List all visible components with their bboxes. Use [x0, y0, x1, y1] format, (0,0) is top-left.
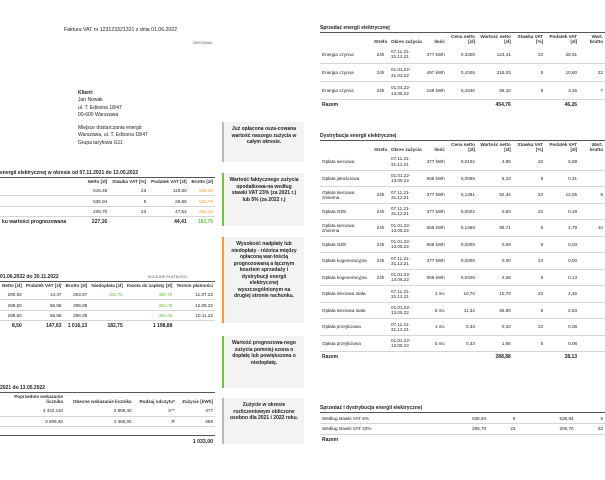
cell: 23 [513, 187, 545, 204]
cell: 24h [372, 46, 389, 64]
cell [425, 352, 447, 363]
cell: 0,19 [545, 203, 579, 220]
cell: 0,59 [477, 236, 513, 253]
sum-label: ku wartości prognozowana [0, 217, 85, 228]
cell: 1 mc [425, 286, 447, 303]
cell: 377 kWh [425, 154, 447, 171]
cell: 124,41 [477, 46, 513, 64]
left-table2-title: 01.06.2022 do 30.11.2022 [0, 274, 59, 280]
cell: 356,08 [63, 310, 89, 321]
table-row [320, 170, 605, 187]
cell: 24h [372, 269, 389, 286]
cell: 24h [372, 82, 389, 100]
cell: 3,46 [545, 82, 579, 100]
delivery-address: Warszawa, ul. T. Edisona 18/47 [78, 132, 148, 139]
lt2-h4: Kwota do zapłaty [zł] [126, 283, 173, 288]
invoice-title: Faktura VAT nr 123123321321 z dnia 01.06.2022 [64, 27, 178, 33]
lt3-h0: Poprzednie wskazanie licznika [14, 394, 63, 405]
cell: 288,88 [477, 352, 513, 363]
lt2-h2: Brutto [zł] [65, 283, 88, 288]
lt1-h3: Brutto [zł] [191, 179, 213, 184]
note-forecast: Wartość prognozowa-nego zużycia pomniej-szona o dopłatę lub powiększona o niedopłatę. [222, 336, 304, 388]
cell: 486,72 [125, 289, 175, 300]
cell: 536,94 [430, 413, 488, 424]
note-actual-usage: Wartość faktycznego zużycia opodatkowa-na według stawki VAT 23% (za 2021 r.) lub 5% (za 2022 r.) [222, 173, 304, 226]
cell: 12,06 [545, 187, 579, 204]
left-table1-title: energii elektrycznej w okresie od 07.11.2021 do 13.05.2022 [0, 170, 215, 178]
cell: 0,1391 [447, 187, 477, 204]
client-street: ul. T. Edisona 18/47 [78, 104, 122, 111]
cell: 26,85 [148, 196, 189, 207]
rs-h5: Stawka VAT [%] [517, 34, 544, 45]
cell: 8,50 [0, 321, 24, 332]
cell [372, 286, 389, 303]
cell: 07.11.21-31.12.21 [389, 286, 425, 303]
cell: 23 [576, 424, 605, 435]
table-sum-row [320, 100, 605, 111]
table-row [320, 413, 605, 424]
lt2-h1: Podatek VAT [zł] [25, 283, 62, 288]
cell: 377 kWh [425, 187, 447, 204]
delivery-heading: Miejsce dostarczania energii: [78, 125, 143, 131]
cell: 1 016,13 [63, 321, 89, 332]
cell: 0,83 [477, 203, 513, 220]
cell [579, 319, 605, 336]
table-row [320, 269, 605, 286]
cell: 01.01.22-13.05.22 [389, 335, 425, 352]
cell: 66,58 [24, 300, 64, 311]
original-label: ORYGINAŁ [193, 41, 213, 45]
cell: 5 [488, 413, 517, 424]
cell: 5 [513, 236, 545, 253]
table-row [320, 302, 605, 319]
cell: 24h [372, 220, 389, 237]
right-dist-title: Dystrybucja energii elektrycznej [320, 133, 605, 141]
cell: 5 [513, 302, 545, 319]
cell: 159 kWh [425, 82, 447, 100]
lt3-h2: Rodzaj odczytu* [139, 399, 175, 405]
cell: 95,71 [477, 220, 513, 237]
cell: 0,31 [545, 170, 579, 187]
cell [372, 319, 389, 336]
cell: 0,33 [447, 319, 477, 336]
table-sum-row [320, 434, 605, 445]
cell: Według stawki VAT 23% [320, 424, 430, 435]
cell: 5 [109, 196, 148, 207]
cell: 01.01.22-13.05.22 [389, 302, 425, 319]
cell: 2,83 [545, 302, 579, 319]
table-row [320, 286, 605, 303]
rs-h6: Podatek VAT [zł] [549, 34, 578, 45]
table-row [0, 196, 215, 207]
right-total [320, 405, 605, 445]
cell [579, 269, 605, 286]
client-name: Jan Nowak [78, 97, 103, 104]
cell: Według stawki VAT 5% [320, 413, 430, 424]
cell: 536,94 [517, 413, 575, 424]
note-prepaid: Już opłacona osza-cowana wartość naszego zużycia w całym okresie. [222, 122, 304, 162]
cell [579, 236, 605, 253]
cell [109, 217, 148, 228]
cell: 22 [579, 64, 605, 82]
table-sum-row [0, 321, 215, 332]
cell [579, 352, 605, 363]
cell [372, 352, 389, 363]
rd-h1: Okres zużycia [391, 147, 422, 153]
cell: 14,47 [24, 289, 64, 300]
cell: 206,70 [430, 424, 488, 435]
cell: Energia czynna [320, 82, 372, 100]
cell: 23 [513, 253, 545, 270]
table-row [0, 406, 215, 417]
cell: 11,32 [447, 302, 477, 319]
note-overpayment: Wysokość nadpłaty lub niedopłaty - różnica między opłaconą war-tością prognozowaną a łącznym kosztem sprzedaży i dystrybucji energii elektrycznej wyszczególnionym na drugiej stronie rachunku. [222, 237, 304, 323]
rs-h3: Cena netto [zł] [451, 34, 475, 45]
cell: 23 [513, 46, 545, 64]
cell [579, 253, 605, 270]
cell [513, 352, 545, 363]
cell: 0,3300 [447, 46, 477, 64]
cell: 07.11.21-31.12.21 [389, 319, 425, 336]
table-row [320, 319, 605, 336]
cell: 10.11.22 [174, 310, 215, 321]
table-row [0, 185, 215, 196]
rs-h4: Wartość netto [zł] [480, 34, 511, 45]
cell: 0,89 [545, 154, 579, 171]
tariff: Grupa taryfowa G11 [78, 139, 123, 146]
cell: 303,97 [63, 289, 89, 300]
rd-h2: Ilość [434, 147, 445, 153]
cell [579, 154, 605, 171]
cell [89, 310, 125, 321]
cell: 5 [513, 220, 545, 237]
rd-h7: Wart. brutto [589, 142, 603, 153]
cell: 24h [372, 203, 389, 220]
cell: Opłata OZE [320, 203, 372, 220]
cell: 3 432,110 [0, 406, 65, 417]
cell: Opłata jakościowa [320, 170, 372, 187]
cell: Opłata przejściowa [320, 335, 372, 352]
cell: Opłata kogeneracyjna [320, 269, 372, 286]
cell: 497 kWh [425, 64, 447, 82]
cell [372, 154, 389, 171]
table-sum-row [320, 352, 605, 363]
cell: 182,75 [189, 217, 215, 228]
cell [579, 170, 605, 187]
cell: 0,33 [477, 319, 513, 336]
cell: 23 [513, 286, 545, 303]
rd-h5: Stawka VAT [%] [517, 142, 544, 153]
cell: 0,0406 [447, 269, 477, 286]
cell: 656 kWh [425, 220, 447, 237]
cell: 2,46 [545, 286, 579, 303]
cell: 0,0009 [447, 236, 477, 253]
rs-h7: Wart. brutto [589, 34, 603, 45]
cell: Opłata sieciowa stała [320, 286, 372, 303]
cell: 227,16 [85, 217, 109, 228]
table-row [320, 82, 605, 100]
cell: 377 kWh [425, 203, 447, 220]
cell: 206,70 [85, 206, 109, 217]
cell: 289,50 [0, 300, 24, 311]
cell: 01.04.22-13.05.22 [389, 82, 425, 100]
cell: 10,70 [447, 286, 477, 303]
cell: 377 [177, 406, 215, 417]
cell: 24h [372, 187, 389, 204]
cell: R [134, 416, 177, 427]
sum-label: Razem [320, 100, 372, 111]
table-row [0, 416, 215, 427]
cell: 52,44 [477, 187, 513, 204]
cell: 0,0095 [447, 170, 477, 187]
client-city: 00-600 Warszawa [78, 111, 119, 118]
cell: 24h [372, 253, 389, 270]
left-table1 [0, 170, 215, 227]
cell: 289,50 [0, 289, 24, 300]
cell: 11.07.22 [174, 289, 215, 300]
cell: 356,08 [125, 310, 175, 321]
left-table2-aside: KOLEJNE PŁATNOŚCI [148, 275, 188, 279]
cell: 28,13 [545, 352, 579, 363]
cell: Opłata sieciowa stała [320, 302, 372, 319]
cell: 46,26 [545, 100, 579, 111]
cell: 0,1459 [447, 220, 477, 237]
lt1-h1: Stawka VAT [%] [112, 179, 147, 184]
left-table3-title: 2021 do 13.05.2022 [0, 385, 215, 393]
cell: 656 kWh [425, 236, 447, 253]
client-block [78, 90, 148, 147]
cell: 56,60 [477, 302, 513, 319]
cell [579, 302, 605, 319]
cell: 47,54 [148, 206, 189, 217]
cell: 5 [513, 82, 545, 100]
cell: Opłata sieciowa zmienna [320, 220, 372, 237]
note-consumption: Zużycie w okresie rozliczeniowym obliczone osobno dla 2021 i 2022 roku. [222, 398, 304, 444]
cell: Energia czynna [320, 46, 372, 64]
cell [389, 352, 425, 363]
cell [579, 286, 605, 303]
lt3-h3: Zużycie [kWh] [182, 399, 213, 405]
client-heading: Klient: [78, 90, 94, 96]
cell: 07.11.21-31.12.21 [389, 253, 425, 270]
cell: 4 465,00 [65, 416, 134, 427]
cell: 6 [579, 187, 605, 204]
left-table2 [0, 274, 215, 331]
table-row [0, 310, 215, 321]
cell: 23 [513, 154, 545, 171]
cell: 0,0000 [447, 253, 477, 270]
lt1-h2: Podatek VAT [zł] [151, 179, 187, 184]
cell: 23 [513, 319, 545, 336]
cell: 0,08 [545, 335, 579, 352]
cell: 3 809,40 [65, 406, 134, 417]
cell: 01.01.22-13.05.22 [389, 220, 425, 237]
table-row [320, 187, 605, 204]
cell: 377 kWh [425, 253, 447, 270]
cell: 1 198,88 [125, 321, 175, 332]
cell: 23 [488, 424, 517, 435]
lt3-sum: 1 033,00 [0, 435, 215, 445]
table-row [0, 300, 215, 311]
cell: 0,33 [447, 335, 477, 352]
cell: 5 [576, 413, 605, 424]
table-row [320, 46, 605, 64]
cell: 28,61 [545, 46, 579, 64]
cell: 7 [579, 82, 605, 100]
cell: 07.11.21-31.12.21 [389, 187, 425, 204]
cell: 01.01.22-13.05.22 [389, 236, 425, 253]
right-sales [320, 25, 605, 110]
cell: 656 [177, 416, 215, 427]
cell: 118,80 [148, 185, 189, 196]
right-dist [320, 133, 605, 362]
table-row [320, 220, 605, 237]
cell: 377 kWh [425, 46, 447, 64]
cell: 563,79 [189, 196, 215, 207]
cell: 5 mc [425, 302, 447, 319]
cell: 0,00 [477, 253, 513, 270]
rs-h2: Ilość [434, 39, 445, 45]
right-total-title: Sprzedaż i dystrybucja energii elektrycznej [320, 405, 605, 413]
right-sales-title: Sprzedaż energii elektrycznej [320, 25, 605, 33]
cell: 206,70 [517, 424, 575, 435]
cell: 69,10 [477, 82, 513, 100]
lt1-h0: Netto [zł] [87, 179, 108, 184]
cell: 356,08 [63, 300, 89, 311]
cell: 5 [513, 64, 545, 82]
cell: Energia czynna [320, 64, 372, 82]
table-row [320, 335, 605, 352]
table-row [320, 253, 605, 270]
table-row [320, 64, 605, 82]
cell: 656 kWh [425, 269, 447, 286]
cell: 0,0022 [447, 203, 477, 220]
cell: 356,08 [125, 300, 175, 311]
cell: 07.11.21-31.12.21 [389, 203, 425, 220]
cell: 07.11.21-31.12.21 [389, 154, 425, 171]
cell: 216,03 [477, 64, 513, 82]
cell: 4,79 [545, 220, 579, 237]
cell: 24h [372, 64, 389, 82]
cell: S** [134, 406, 177, 417]
cell: 0,4346 [447, 64, 477, 82]
cell: 01.01.22-13.05.22 [389, 170, 425, 187]
cell: 66,58 [24, 310, 64, 321]
table-row [0, 206, 215, 217]
cell: 182,75 [89, 321, 125, 332]
cell: 24h [372, 236, 389, 253]
cell: 0,13 [545, 269, 579, 286]
lt2-h3: Niedopłata [zł] [91, 283, 123, 288]
table-row [320, 236, 605, 253]
cell: 635,28 [189, 185, 215, 196]
cell: Opłata sieciowa zmienna [320, 187, 372, 204]
cell: 454,76 [477, 100, 513, 111]
table-row [320, 424, 605, 435]
cell [579, 335, 605, 352]
cell: 5 [513, 269, 545, 286]
cell: 289,50 [0, 310, 24, 321]
cell: Opłata przejściowa [320, 319, 372, 336]
rd-h6: Podatek VAT [zł] [549, 142, 578, 153]
cell: 12.09.22 [174, 300, 215, 311]
cell [579, 46, 605, 64]
cell: 6,23 [477, 170, 513, 187]
cell: Opłata kogeneracyjna [320, 253, 372, 270]
rs-h1: Okres zużycia [391, 39, 422, 45]
cell: 10,80 [545, 64, 579, 82]
cell: 1 mc [425, 319, 447, 336]
rd-h0: Strefa [374, 147, 388, 153]
cell: 3 809,40 [0, 416, 65, 427]
cell: 10,70 [477, 286, 513, 303]
cell: 5 [513, 170, 545, 187]
cell: 536,94 [85, 196, 109, 207]
table-row [320, 154, 605, 171]
cell: 182,75 [89, 289, 125, 300]
cell: 0,00 [545, 253, 579, 270]
rd-h3: Cena netto [zł] [451, 142, 475, 153]
left-table3 [0, 385, 215, 445]
cell: 5 [513, 335, 545, 352]
cell [89, 300, 125, 311]
cell: Razem [320, 352, 372, 363]
cell: 254,24 [189, 206, 215, 217]
cell: 07.11.21-31.12.21 [389, 46, 425, 64]
table-row [320, 203, 605, 220]
cell: 0,08 [545, 319, 579, 336]
cell: 44,41 [148, 217, 189, 228]
table-row [0, 289, 215, 300]
cell: 516,48 [85, 185, 109, 196]
cell [372, 302, 389, 319]
cell: 0,03 [545, 236, 579, 253]
cell: 01.01.22-31.03.22 [389, 64, 425, 82]
cell: Opłata sieciowa [320, 154, 372, 171]
lt2-h5: Termin płatności [176, 283, 213, 288]
cell: 10 [579, 220, 605, 237]
cell: 2,66 [477, 269, 513, 286]
cell: 5 mc [425, 335, 447, 352]
lt2-h0: Netto [zł] [2, 283, 22, 288]
sum-label: Razem [320, 434, 430, 445]
cell: 147,63 [24, 321, 64, 332]
cell: 01.01.22-13.05.22 [389, 269, 425, 286]
cell: 3,85 [477, 154, 513, 171]
cell: 1,65 [477, 335, 513, 352]
cell [174, 321, 215, 332]
rs-h0: Strefa [374, 39, 388, 45]
table-sum-row [0, 217, 215, 228]
cell: 23 [109, 206, 148, 217]
cell [372, 335, 389, 352]
cell: Opłata OZE [320, 236, 372, 253]
cell: 0,0102 [447, 154, 477, 171]
cell [447, 352, 477, 363]
cell: 23 [109, 185, 148, 196]
cell: 656 kWh [425, 170, 447, 187]
cell: 23 [513, 203, 545, 220]
cell [372, 170, 389, 187]
cell: 0,4346 [447, 82, 477, 100]
cell [579, 203, 605, 220]
rd-h4: Wartość netto [zł] [480, 142, 511, 153]
lt3-h1: Obecne wskazanie licznika [72, 399, 132, 405]
